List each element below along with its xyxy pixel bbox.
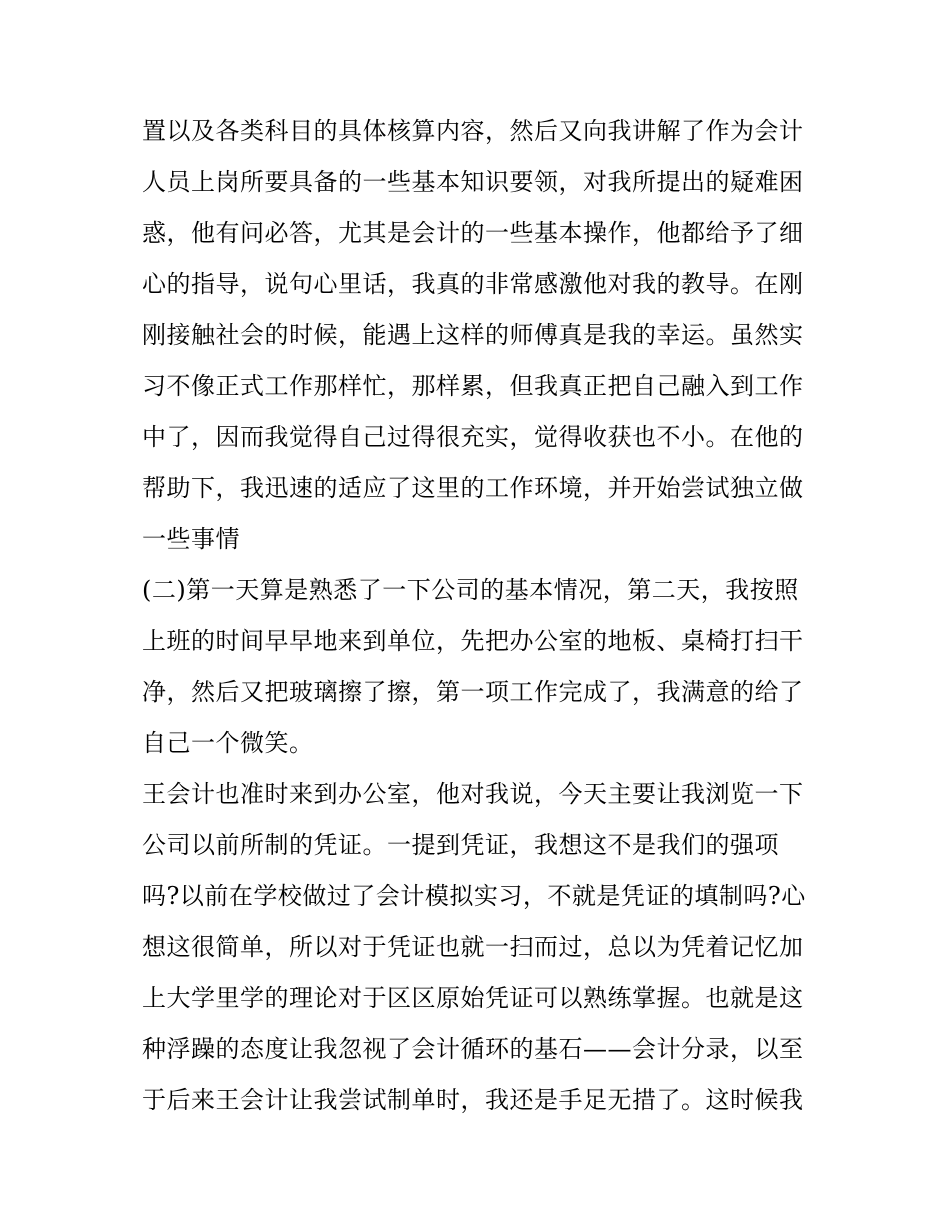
text-line: 置以及各类科目的具体核算内容，然后又向我讲解了作为会计: [142, 117, 804, 145]
text-line: 于后来王会计让我尝试制单时，我还是手足无措了。这时候我: [142, 1086, 804, 1114]
text-line: 上大学里学的理论对于区区原始凭证可以熟练掌握。也就是这: [142, 984, 804, 1012]
text-line: 刚接触社会的时候，能遇上这样的师傅真是我的幸运。虽然实: [142, 321, 804, 349]
text-line: 自己一个微笑。: [142, 729, 314, 757]
text-line: 一些事情: [142, 525, 240, 553]
text-line: 种浮躁的态度让我忽视了会计循环的基石——会计分录，以至: [142, 1035, 804, 1063]
text-line: 吗?以前在学校做过了会计模拟实习，不就是凭证的填制吗?心: [142, 882, 806, 910]
text-line: 帮助下，我迅速的适应了这里的工作环境，并开始尝试独立做: [142, 474, 804, 502]
body-text: [142, 106, 822, 1126]
text-line: (二)第一天算是熟悉了一下公司的基本情况，第二天，我按照: [142, 576, 799, 604]
text-line: 惑，他有问必答，尤其是会计的一些基本操作，他都给予了细: [142, 219, 804, 247]
text-line: 习不像正式工作那样忙，那样累，但我真正把自己融入到工作: [142, 372, 804, 400]
text-line: 上班的时间早早地来到单位，先把办公室的地板、桌椅打扫干: [142, 627, 804, 655]
text-line: 心的指导，说句心里话，我真的非常感激他对我的教导。在刚: [142, 270, 804, 298]
text-line: 中了，因而我觉得自己过得很充实，觉得收获也不小。在他的: [142, 423, 804, 451]
text-line: 人员上岗所要具备的一些基本知识要领，对我所提出的疑难困: [142, 168, 804, 196]
text-line: 净，然后又把玻璃擦了擦，第一项工作完成了，我满意的给了: [142, 678, 804, 706]
text-line: 王会计也准时来到办公室，他对我说，今天主要让我浏览一下: [142, 780, 804, 808]
text-line: 想这很简单，所以对于凭证也就一扫而过，总以为凭着记忆加: [142, 933, 804, 961]
text-line: 公司以前所制的凭证。一提到凭证，我想这不是我们的强项: [142, 831, 779, 859]
